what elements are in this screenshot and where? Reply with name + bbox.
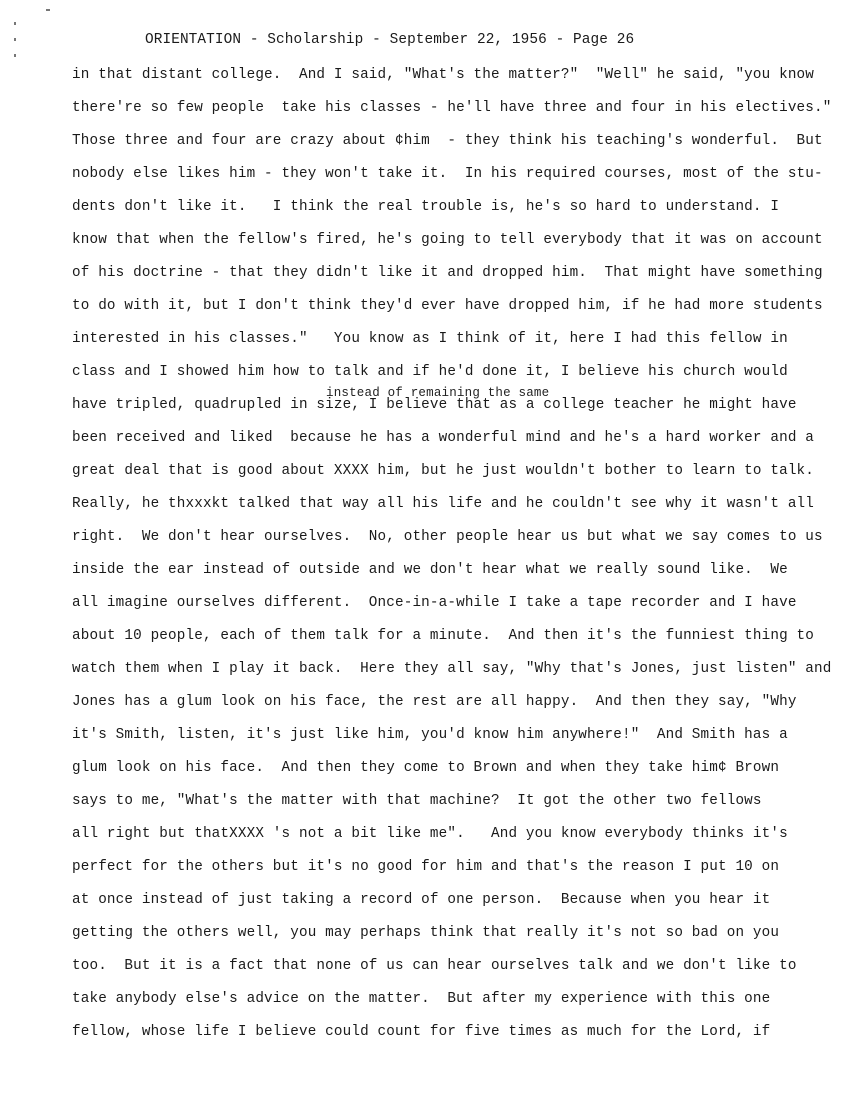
page-header: ORIENTATION - Scholarship - September 22, 1956 - Page 26 xyxy=(145,32,635,48)
margin-mark xyxy=(46,9,50,11)
text-line: dents don't like it. I think the real trouble is, he's so hard to understand. I xyxy=(72,199,780,215)
text-line: it's Smith, listen, it's just like him, you'd know him anywhere!" And Smith has a xyxy=(72,727,788,743)
text-line: at once instead of just taking a record of one person. Because when you hear it xyxy=(72,892,771,908)
text-line: about 10 people, each of them talk for a minute. And then it's the funniest thing to xyxy=(72,628,815,644)
text-line: of his doctrine - that they didn't like it and dropped him. That might have something xyxy=(72,265,823,281)
text-line: getting the others well, you may perhaps think that really it's not so bad on you xyxy=(72,925,780,941)
text-line: Jones has a glum look on his face, the rest are all happy. And then they say, "Why xyxy=(72,694,797,710)
text-line: says to me, "What's the matter with that machine? It got the other two fellows xyxy=(72,793,762,809)
text-line: too. But it is a fact that none of us can hear ourselves talk and we don't like to xyxy=(72,958,797,974)
text-line: all imagine ourselves different. Once-in-a-while I take a tape recorder and I have xyxy=(72,595,797,611)
text-line: to do with it, but I don't think they'd ever have dropped him, if he had more students xyxy=(72,298,823,314)
text-line: perfect for the others but it's no good for him and that's the reason I put 10 on xyxy=(72,859,780,875)
text-line: been received and liked because he has a wonderful mind and he's a hard worker and a xyxy=(72,430,815,446)
text-line: Those three and four are crazy about ¢him - they think his teaching's wonderful. But xyxy=(72,133,823,149)
text-line: have tripled, quadrupled in size, I believe that as a college teacher he might have xyxy=(72,397,797,413)
text-line: in that distant college. And I said, "What's the matter?" "Well" he said, "you know xyxy=(72,67,815,83)
text-line: watch them when I play it back. Here they all say, "Why that's Jones, just listen" and xyxy=(72,661,832,677)
text-line: glum look on his face. And then they come to Brown and when they take him¢ Brown xyxy=(72,760,780,776)
text-line: nobody else likes him - they won't take it. In his required courses, most of the stu- xyxy=(72,166,823,182)
text-line: there're so few people take his classes - he'll have three and four in his electives." xyxy=(72,100,832,116)
text-line: all right but thatXXXX 's not a bit like me". And you know everybody thinks it's xyxy=(72,826,788,842)
text-line: interested in his classes." You know as I think of it, here I had this fellow in xyxy=(72,331,788,347)
text-line: Really, he thxxxkt talked that way all his life and he couldn't see why it wasn't all xyxy=(72,496,815,512)
text-line: fellow, whose life I believe could count for five times as much for the Lord, if xyxy=(72,1024,771,1040)
margin-mark xyxy=(14,22,16,25)
text-line: class and I showed him how to talk and if he'd done it, I believe his church would xyxy=(72,364,788,380)
text-line: inside the ear instead of outside and we don't hear what we really sound like. We xyxy=(72,562,788,578)
margin-mark xyxy=(14,38,16,41)
text-line: know that when the fellow's fired, he's going to tell everybody that it was on account xyxy=(72,232,823,248)
text-line: great deal that is good about XXXX him, but he just wouldn't bother to learn to talk. xyxy=(72,463,815,479)
text-line: right. We don't hear ourselves. No, other people hear us but what we say comes to us xyxy=(72,529,823,545)
text-line: take anybody else's advice on the matter. But after my experience with this one xyxy=(72,991,771,1007)
interlinear-note: instead of remaining the same xyxy=(326,386,550,400)
margin-mark xyxy=(14,54,16,57)
